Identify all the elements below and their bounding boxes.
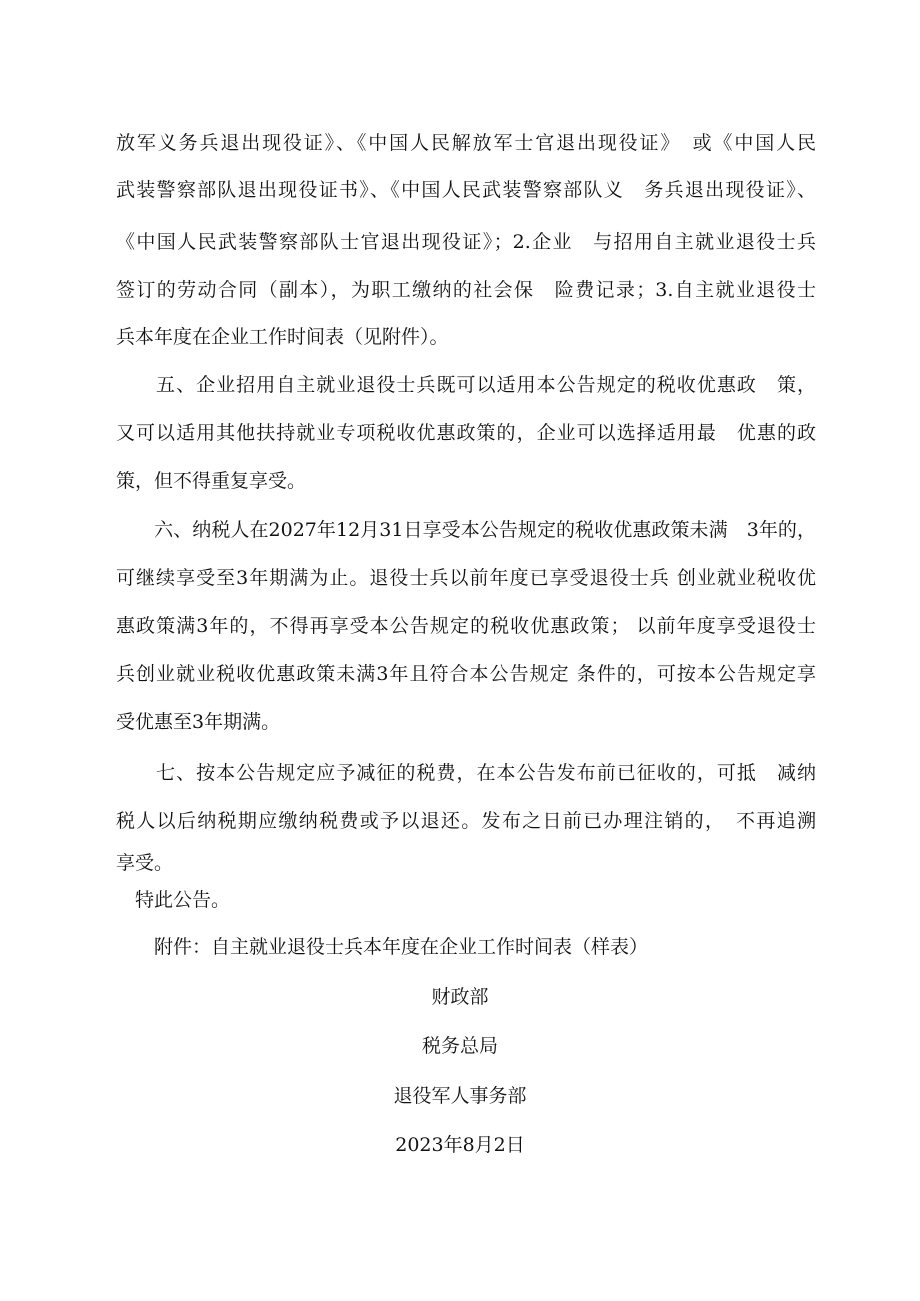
text-line: 七、按本公告规定应予减征的税费，在本公告发布前已征收的，可抵 减纳 (116, 762, 816, 784)
text-line: 税人以后纳税期应缴纳税费或予以退还。发布之日前已办理注销的， 不再追溯 (116, 810, 816, 832)
text-line: 放军义务兵退出现役证》、《中国人民解放军士官退出现役证》 或《中国人民 (116, 132, 816, 154)
text-line: 可继续享受至3年期满为止。退役士兵以前年度已享受退役士兵 创业就业税收优 (116, 567, 816, 589)
text-line: 兵本年度在企业工作时间表（见附件）。 (116, 326, 449, 348)
signature-org-veterans-affairs: 退役军人事务部 (393, 1085, 527, 1107)
text-line: 受优惠至3年期满。 (116, 711, 281, 733)
text-line: 享受。 (116, 852, 174, 874)
text-line: 又可以适用其他扶持就业专项税收优惠政策的，企业可以选择适用最 优惠的政 (116, 422, 816, 444)
text-line: 惠政策满3年的，不得再享受本公告规定的税收优惠政策； 以前年度享受退役士 (116, 615, 816, 637)
attachment-note: 附件：自主就业退役士兵本年度在企业工作时间表（样表） (116, 936, 649, 958)
signature-org-tax-administration: 税务总局 (421, 1035, 498, 1057)
signature-date: 2023年8月2日 (395, 1134, 525, 1156)
text-line: 签订的劳动合同（副本），为职工缴纳的社会保 险费记录；3.自主就业退役士 (116, 279, 816, 301)
closing-text: 特此公告。 (116, 889, 231, 911)
text-line: 兵创业就业税收优惠政策未满3年且符合本公告规定 条件的，可按本公告规定享 (116, 663, 816, 685)
signature-org-ministry-of-finance: 财政部 (431, 986, 489, 1008)
text-line: 策，但不得重复享受。 (116, 470, 307, 492)
text-line: 六、纳税人在2027年12月31日享受本公告规定的税收优惠政策未满 3年的， (116, 519, 816, 541)
text-line: 五、企业招用自主就业退役士兵既可以适用本公告规定的税收优惠政 策， (116, 374, 816, 396)
text-line: 《中国人民武装警察部队士官退出现役证》；2.企业 与招用自主就业退役士兵 (116, 231, 816, 253)
text-line: 武装警察部队退出现役证书》、《中国人民武装警察部队义 务兵退出现役证》、 (116, 179, 816, 201)
